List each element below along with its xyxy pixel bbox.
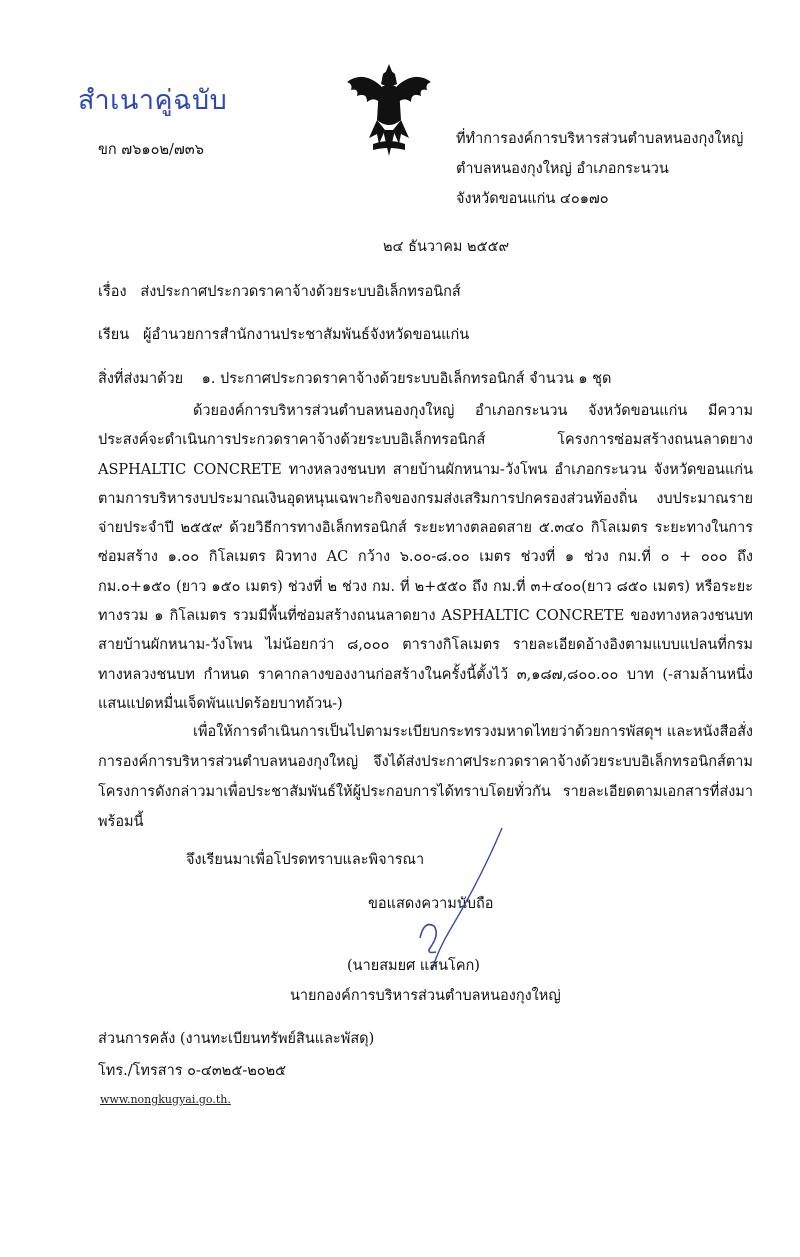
document-number: ขก ๗๖๑๐๒/๗๓๖ <box>98 142 204 158</box>
enclosure-text: ๑. ประกาศประกวดราคาจ้างด้วยระบบอิเล็กทรอนิกส์ จำนวน ๑ ชุด <box>201 371 612 387</box>
complimentary-close: ขอแสดงความนับถือ <box>368 896 494 912</box>
website-link[interactable]: www.nongkugyai.go.th. <box>100 1093 231 1106</box>
department-line: ส่วนการคลัง (งานทะเบียนทรัพย์สินและพัสดุ) <box>98 1031 375 1047</box>
copy-stamp: สำเนาคู่ฉบับ <box>78 85 228 116</box>
recipient-label: เรียน <box>98 327 130 343</box>
subject-line <box>98 280 461 303</box>
sender-address-line-1: ที่ทำการองค์การบริหารส่วนตำบลหนองกุงใหญ่ <box>456 131 744 147</box>
paragraph-2-text: เพื่อให้การดำเนินการเป็นไปตามระเบียบกระทรวงมหาดไทยว่าด้วยการพัสดุฯ และหนังสือสั่งการองค์การบริหารส่วนตำบลหนองกุงใหญ่ จึงได้ส่งประกาศประกวดราคาจ้างด้วยระบบอิเล็กทรอนิกส์ตามโครงการดังกล่าวมาเพื่อประชาสัมพันธ์ให้ผู้ประกอบการได้ทราบโดยทั่วกัน รายละเอียดตามเอกสารที่ส่งมาพร้อมนี้ <box>98 724 753 830</box>
signer-name: (นายสมยศ แสนโคก) <box>347 958 480 974</box>
body-paragraph-1 <box>98 397 753 719</box>
subject-label: เรื่อง <box>98 284 127 300</box>
recipient-line <box>98 323 469 346</box>
enclosure-line <box>98 367 611 390</box>
closing-line: จึงเรียนมาเพื่อโปรดทราบและพิจารณา <box>186 852 425 868</box>
signer-position: นายกองค์การบริหารส่วนตำบลหนองกุงใหญ่ <box>290 988 561 1004</box>
sender-address-line-3: จังหวัดขอนแก่น ๔๐๑๗๐ <box>456 191 609 207</box>
enclosure-label: สิ่งที่ส่งมาด้วย <box>98 371 184 387</box>
recipient-text: ผู้อำนวยการสำนักงานประชาสัมพันธ์จังหวัดขอนแก่น <box>142 327 470 343</box>
phone-line: โทร./โทรสาร ๐-๔๓๒๕-๒๐๒๕ <box>98 1063 287 1079</box>
paragraph-1-text: ด้วยองค์การบริหารส่วนตำบลหนองกุงใหญ่ อำเภอกระนวน จังหวัดขอนแก่น มีความประสงค์จะดำเนินการประกวดราคาจ้างด้วยระบบอิเล็กทรอนิกส์ โครงการซ่อมสร้างถนนลาดยาง ASPHALTIC CONCRETE ทางหลวงชนบท สายบ้านผักหนาม-วังโพน อำเภอกระนวน จังหวัดขอนแก่น ตามการบริหารงบประมาณเงินอุดหนุนเฉพาะกิจของกรมส่งเสริมการปกครองส่วนท้องถิ่น งบประมาณรายจ่ายประจำปี ๒๕๕๙ ด้วยวิธีการทางอิเล็กทรอนิกส์ ระยะทางตลอดสาย ๕.๓๔๐ กิโลเมตร ระยะทางในการซ่อมสร้าง ๑.๐๐ กิโลเมตร ผิวทาง AC กว้าง ๖.๐๐-๘.๐๐ เมตร ช่วงที่ ๑ ช่วง กม.ที่ ๐ + ๐๐๐ ถึง กม.๐+๑๕๐ (ยาว ๑๕๐ เมตร) ช่วงที่ ๒ ช่วง กม. ที่ ๒+๕๕๐ ถึง กม.ที่ ๓+๔๐๐(ยาว ๘๕๐ เมตร) หรือระยะทางรวม ๑ กิโลเมตร รวมมีพื้นที่ซ่อมสร้างถนนลาดยาง ASPHALTIC CONCRETE ของทางหลวงชนบท สายบ้านผักหนาม-วังโพน ไม่น้อยกว่า ๘,๐๐๐ ตารางกิโลเมตร รายละเอียดอ้างอิงตามแบบแปลนที่กรมทางหลวงชนบท กำหนด ราคากลางของงานก่อสร้างในครั้งนี้ตั้งไว้ ๓,๑๘๗,๘๐๐.๐๐ บาท (-สามล้านหนึ่งแสนแปดหมื่นเจ็ดพันแปดร้อยบาทถ้วน-) <box>98 403 753 712</box>
letter-date: ๒๔ ธันวาคม ๒๕๕๙ <box>383 239 510 255</box>
garuda-emblem-icon <box>343 60 435 158</box>
sender-address-line-2: ตำบลหนองกุงใหญ่ อำเภอกระนวน <box>456 161 669 177</box>
body-paragraph-2 <box>98 717 753 837</box>
subject-text: ส่งประกาศประกวดราคาจ้างด้วยระบบอิเล็กทรอนิกส์ <box>140 284 461 300</box>
